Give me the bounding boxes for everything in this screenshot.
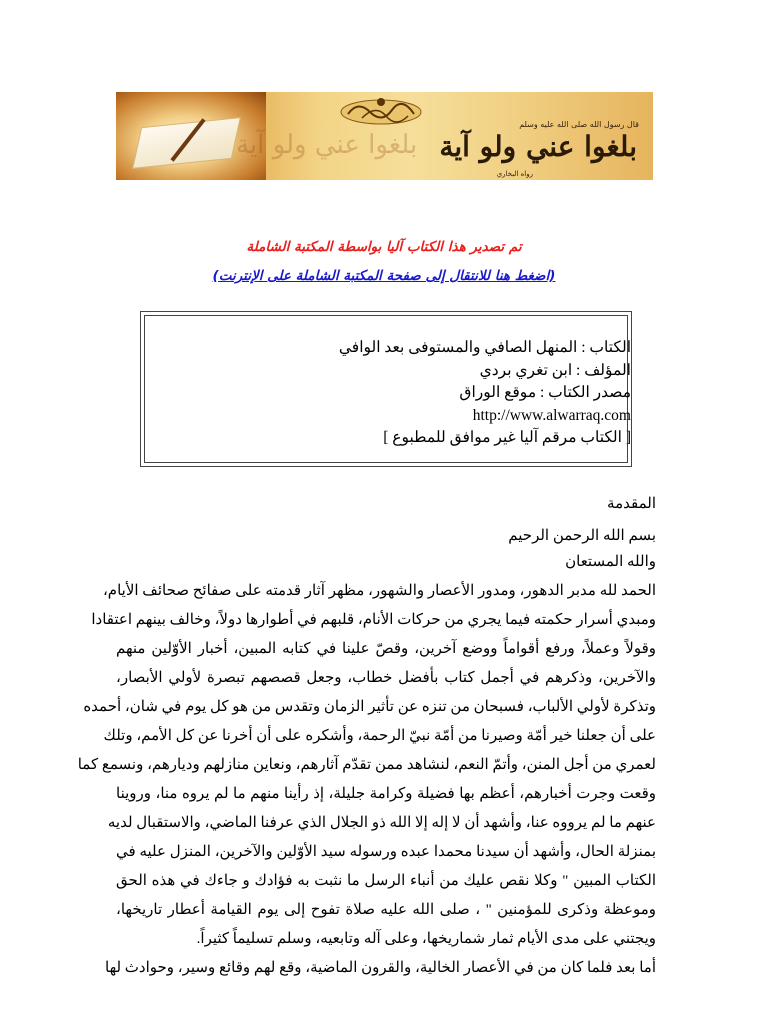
paragraph-line: أما بعد فلما كان من في الأعصار الخالية، والقرون الماضية، وقع لهم وقائع وسير، وحوادث لها — [105, 960, 656, 976]
paragraph-line: ومبدي أسرار حكمته فيما يجري من حركات الأنام، قلبهم في أطوارها دولاً، وخالف بينهم اعتقادا — [91, 612, 656, 628]
book-note-line: [ الكتاب مرقم آليا غير موافق للمطبوع ] — [383, 429, 631, 446]
section-heading: المقدمة — [607, 496, 656, 512]
book-info-lines — [151, 337, 631, 450]
banner-title: بلغوا عني ولو آية — [439, 130, 637, 163]
paragraph-line: وقعت وجرت أخبارهم، أعظم بها فضيلة وكرامة جليلة، إذ رأينا منهم ما لم يروه منا، وروينا — [116, 786, 656, 802]
paragraph-line: وتذكرة لأولي الألباب، فسبحان من تنزه عن تأثير الزمان وتقدس من هو كل يوم في شان، أحمده — [83, 699, 656, 715]
book-title-line: الكتاب : المنهل الصافي والمستوفى بعد الوافي — [338, 339, 631, 356]
library-link[interactable]: (اضغط هنا للانتقال إلى صفحة المكتبة الشاملة على الإنترنت) — [212, 268, 556, 284]
basmala-line: بسم الله الرحمن الرحيم — [508, 528, 656, 544]
banner-watermark-text: بلغوا عني ولو آية — [236, 130, 418, 160]
book-info-box — [140, 311, 632, 467]
paragraph-line: الحمد لله مدبر الدهور، ومدور الأعصار والشهور، مظهر آثار قدمته على صفائح صحائف الأيام، — [102, 583, 656, 599]
paragraph-line: ويجتني على مدى الأيام ثمار شماريخها، وعلى آله وتابعيه، وسلم تسليماً كثيراً. — [196, 931, 656, 947]
source-url-link[interactable]: http://www.alwarraq.com — [472, 406, 631, 424]
paragraph-line: وقولاً وعملاً، ورفع أقواماً ووضع آخرين، وقصّ علينا في كتابه المبين، أخبار الأوّلين منهم — [116, 641, 656, 657]
paragraph-line: بمنزلة الحال، وأشهد أن سيدنا محمدا عبده ورسوله سيد الأوّلين والآخرين، المنزل عليه في — [116, 844, 656, 860]
invocation-line: والله المستعان — [565, 554, 656, 570]
paragraph-line: والآخرين، وذكرهم في أجمل كتاب بأفضل خطاب، وجعل قصصهم تبصرة لأولي الأبصار، — [116, 670, 656, 686]
paragraph-line: على أن جعلنا خير أمّة وصيرنا من أمّة نبيّ الرحمة، وأشكره على أن أخرنا عن كل الأمم، وتلك — [103, 728, 656, 744]
header-banner — [116, 92, 653, 180]
paragraph-line: وموعظة وذكرى للمؤمنين " ، صلى الله عليه صلاة تفوح إلى يوم القيامة أعطار تاريخها، — [116, 902, 656, 918]
paragraph-line: عنهم ما لم يرووه عنا، وأشهد أن لا إله إلا الله ذو الجلال الذي عرفنا الماضي، والاستقبال لديه — [107, 815, 656, 831]
paragraph-line: لعمري من أجل المنن، وأتمّ النعم، لنشاهد ممن تقدّم آثارهم، ونعاين منازلهم وديارهم، ونسمع كما — [77, 757, 656, 773]
export-notice: تم تصدير هذا الكتاب آليا بواسطة المكتبة الشاملة — [246, 239, 522, 255]
paragraph-line: الكتاب المبين " وكلا نقص عليك من أنباء الرسل ما نثبت به فؤادك و جاءك في هذه الحق — [116, 873, 656, 889]
banner-source: رواه البخاري — [496, 170, 533, 178]
calligraphy-emblem-icon — [338, 94, 424, 126]
book-author-line: المؤلف : ابن تغري بردي — [479, 361, 631, 379]
book-source-line: مصدر الكتاب : موقع الوراق — [459, 384, 631, 401]
hadith-intro-text: قال رسول الله صلى الله عليه وسلم — [519, 120, 639, 129]
